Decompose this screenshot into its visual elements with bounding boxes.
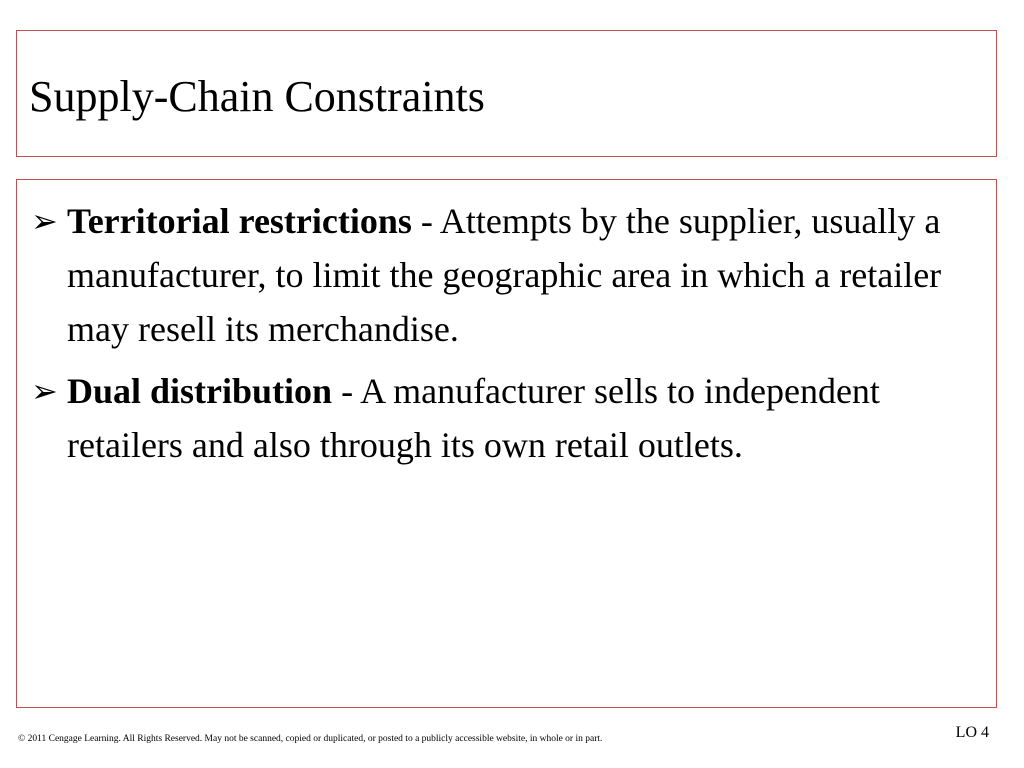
- arrow-bullet-icon: ➢: [31, 203, 58, 239]
- title-box: [16, 30, 997, 157]
- bullet-definition: - Attempts by the supplier, usually a manufacturer, to limit the geographic area in which a retailer may resell its merchandise.: [67, 201, 942, 349]
- bullet-item-territorial-restrictions: [31, 194, 981, 356]
- footer-learning-objective: LO 4: [955, 724, 989, 741]
- bullet-term: Dual distribution: [67, 371, 333, 411]
- slide-title: Supply-Chain Constraints: [29, 72, 485, 121]
- bullet-item-dual-distribution: [31, 364, 981, 472]
- bullet-list: [31, 194, 981, 480]
- arrow-bullet-icon: ➢: [31, 373, 58, 409]
- bullet-definition: - A manufacturer sells to independent retailers and also through its own retail outlets.: [67, 371, 880, 465]
- bullet-term: Territorial restrictions: [67, 201, 412, 241]
- content-box: [16, 179, 997, 708]
- footer-copyright: © 2011 Cengage Learning. All Rights Reserved. May not be scanned, copied or duplicated, or posted to a publicly accessible website, in whole or in part.: [18, 734, 603, 744]
